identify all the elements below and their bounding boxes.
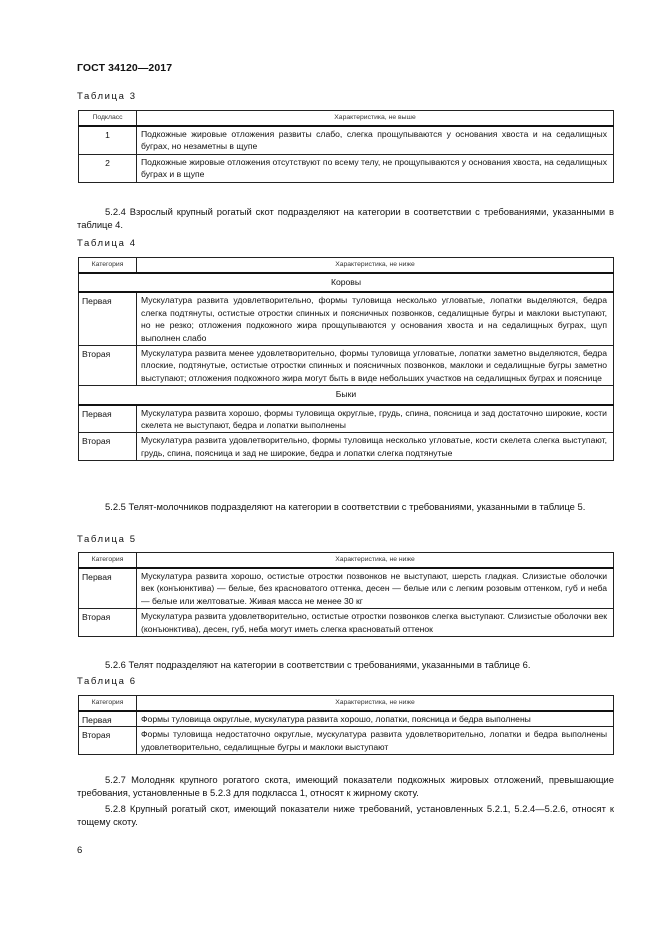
column-header: Категория bbox=[79, 258, 137, 274]
section-row bbox=[79, 386, 614, 405]
table-6 bbox=[78, 695, 614, 755]
table-row bbox=[79, 711, 614, 727]
description-cell: Мускулатура развита удовлетворительно, формы туловища несколько угловатые, лопатки выделяются, бедра слегка подтянуты, остистые отростки спинных и поясничных позвонков, седалищные бугры и маклоки выступают, но не резко; отложения подкожного жира прощупываются у основания хвоста и на седалищных буграх, щуп выполнен слабо bbox=[137, 292, 614, 345]
table-row bbox=[79, 346, 614, 386]
table-4 bbox=[78, 257, 614, 461]
description-cell: Мускулатура развита удовлетворительно, остистые отростки позвонков слегка выступают. Слизистые оболочки век (конъюнктива), десен, губ, неба могут иметь слегка красноватый оттенок bbox=[137, 609, 614, 637]
column-header: Характеристика, не ниже bbox=[137, 696, 614, 712]
category-cell: Вторая bbox=[79, 609, 137, 637]
table-row bbox=[79, 609, 614, 637]
category-cell: Вторая bbox=[79, 433, 137, 461]
paragraph-5-2-4 bbox=[77, 206, 614, 232]
description-cell: Мускулатура развита удовлетворительно, формы туловища несколько угловатые, кости скелета слегка выступают, грудь, спина, поясница и зад не широкие, бедра и лопатки слегка подтянутые bbox=[137, 433, 614, 461]
category-cell: Первая bbox=[79, 711, 137, 727]
table-4-caption: Таблица 4 bbox=[77, 238, 137, 249]
paragraph-text: 5.2.5 Телят-молочников подразделяют на категории в соответствии с требованиями, указанными в таблице 5. bbox=[105, 501, 586, 512]
paragraph-text: 5.2.4 Взрослый крупный рогатый скот подразделяют на категории в соответствии с требованиями, указанными в таблице 4. bbox=[77, 206, 614, 230]
column-header: Категория bbox=[79, 696, 137, 712]
paragraph-5-2-8 bbox=[77, 803, 614, 829]
description-cell: Подкожные жировые отложения развиты слабо, слегка прощупываются у основания хвоста и на седалищных буграх, но незаметны в щупе bbox=[137, 126, 614, 154]
table-5 bbox=[78, 552, 614, 637]
table-3 bbox=[78, 110, 614, 183]
table-5-caption: Таблица 5 bbox=[77, 534, 137, 545]
table-row bbox=[79, 126, 614, 154]
category-cell: Первая bbox=[79, 405, 137, 433]
section-title-bulls: Быки bbox=[79, 386, 614, 405]
page-number: 6 bbox=[77, 845, 83, 856]
paragraph-5-2-6 bbox=[77, 659, 614, 672]
description-cell: Мускулатура развита менее удовлетворительно, формы туловища угловатые, лопатки заметно выделяются, бедра плоские, подтянутые, остистые отростки спинных и поясничных позвонков, маклоки и седалищные бугры заметно выступают; отложения подкожного жира могут быть в виде небольших участков на седалищных буграх и пояснице bbox=[137, 346, 614, 386]
table-3-caption: Таблица 3 bbox=[77, 91, 137, 102]
table-header-row bbox=[79, 111, 614, 127]
document-header: ГОСТ 34120—2017 bbox=[77, 62, 173, 74]
description-cell: Формы туловища недостаточно округлые, мускулатура развита удовлетворительно, лопатки и бедра выполнены удовлетворительно, седалищные бугры и маклоки выступают bbox=[137, 727, 614, 755]
description-cell: Формы туловища округлые, мускулатура развита хорошо, лопатки, поясница и бедра выполнены bbox=[137, 711, 614, 727]
table-row bbox=[79, 154, 614, 182]
table-row bbox=[79, 292, 614, 345]
subclass-cell: 1 bbox=[79, 126, 137, 154]
paragraph-text: 5.2.7 Молодняк крупного рогатого скота, имеющий показатели подкожных жировых отложений, превышающие требования, установленные в 5.2.3 для подкласса 1, относят к жирному скоту. bbox=[77, 774, 614, 798]
column-header: Категория bbox=[79, 553, 137, 569]
category-cell: Первая bbox=[79, 292, 137, 345]
table-6-caption: Таблица 6 bbox=[77, 676, 137, 687]
paragraph-text: 5.2.8 Крупный рогатый скот, имеющий показатели ниже требований, установленных 5.2.1, 5.2.4—5.2.6, относят к тощему скоту. bbox=[77, 803, 614, 827]
table-header-row bbox=[79, 258, 614, 274]
table-row bbox=[79, 568, 614, 609]
table-row bbox=[79, 727, 614, 755]
paragraph-5-2-5 bbox=[77, 501, 614, 514]
category-cell: Вторая bbox=[79, 727, 137, 755]
section-row bbox=[79, 273, 614, 292]
table-row bbox=[79, 405, 614, 433]
section-title-cows: Коровы bbox=[79, 273, 614, 292]
column-header: Характеристика, не ниже bbox=[137, 553, 614, 569]
description-cell: Мускулатура развита хорошо, формы туловища округлые, грудь, спина, поясница и зад достаточно широкие, кости скелета не выступают, бедра и лопатки выполнены bbox=[137, 405, 614, 433]
description-cell: Мускулатура развита хорошо, остистые отростки позвонков не выступают, шерсть гладкая. Слизистые оболочки век (конъюнктива) — белые, без красноватого оттенка, десен — белые или с легким розовым оттенком, губ и неба — белые или желтоватые. Живая масса не менее 30 кг bbox=[137, 568, 614, 609]
paragraph-text: 5.2.6 Телят подразделяют на категории в соответствии с требованиями, указанными в таблице 6. bbox=[105, 659, 531, 670]
table-header-row bbox=[79, 553, 614, 569]
paragraph-5-2-7 bbox=[77, 774, 614, 800]
column-header: Характеристика, не выше bbox=[137, 111, 614, 127]
column-header: Подкласс bbox=[79, 111, 137, 127]
category-cell: Вторая bbox=[79, 346, 137, 386]
subclass-cell: 2 bbox=[79, 154, 137, 182]
table-row bbox=[79, 433, 614, 461]
category-cell: Первая bbox=[79, 568, 137, 609]
description-cell: Подкожные жировые отложения отсутствуют по всему телу, не прощупываются у основания хвоста, на седалищных буграх и в щупе bbox=[137, 154, 614, 182]
column-header: Характеристика, не ниже bbox=[137, 258, 614, 274]
table-header-row bbox=[79, 696, 614, 712]
